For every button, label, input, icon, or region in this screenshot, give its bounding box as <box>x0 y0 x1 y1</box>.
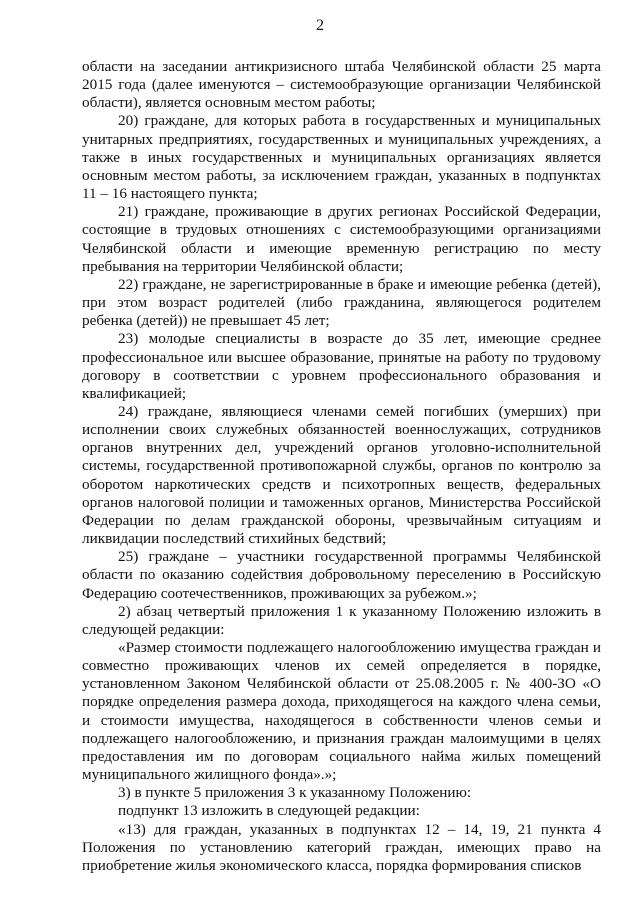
paragraph: «Размер стоимости подлежащего налогообложению имущества граждан и совместно проживающих членов их семей определяется в порядке, установленном Законом Челябинской области от 25.08.2005 г. № 400-ЗО «О порядке определения размера дохода, приходящегося на каждого члена семьи, и стоимости имущества, находящегося в собственности членов семьи и подлежащего налогообложению, и признания граждан малоимущими в целях предоставления им по договорам социального найма жилых помещений муниципального жилищного фонда».»; <box>82 639 601 784</box>
paragraph: подпункт 13 изложить в следующей редакции: <box>118 802 420 820</box>
paragraph: 2) абзац четвертый приложения 1 к указанному Положению изложить в следующей редакции: <box>82 602 601 638</box>
paragraph: 24) граждане, являющиеся членами семей погибших (умерших) при исполнении своих служебных обязанностей военнослужащих, сотрудников органов внутренних дел, учреждений органов уголовно-исполнительной системы, государственной противопожарной службы, органов по контролю за оборотом наркотических средств и психотропных веществ, федеральных органов налоговой полиции и таможенных органов, Министерства Российской Федерации по делам гражданской обороны, чрезвычайным ситуациям и ликвидации последствий стихийных бедствий; <box>82 402 601 548</box>
paragraph: 22) граждане, не зарегистрированные в браке и имеющие ребенка (детей), при этом возраст родителей (либо гражданина, являющегося родителем ребенка (детей)) не превышает 45 лет; <box>82 275 601 330</box>
paragraph: 3) в пункте 5 приложения 3 к указанному Положению: <box>118 784 472 802</box>
page-number: 2 <box>316 17 324 34</box>
paragraph: 21) граждане, проживающие в других регионах Российской Федерации, состоящие в трудовых отношениях с системообразующими организациями Челябинской области и имеющие временную регистрацию по месту пребывания на территории Челябинской области; <box>82 203 601 275</box>
paragraph: «13) для граждан, указанных в подпунктах 12 – 14, 19, 21 пункта 4 Положения по установлению категорий граждан, имеющих право на приобретение жилья экономического класса, порядка формирования списков <box>82 820 601 874</box>
document-body <box>82 58 601 875</box>
paragraph: 20) граждане, для которых работа в государственных и муниципальных унитарных предприятиях, государственных и муниципальных учреждениях, а также в иных государственных и муниципальных организациях является основным местом работы, за исключением граждан, указанных в подпунктах 11 – 16 настоящего пункта; <box>82 112 601 203</box>
paragraph: области на заседании антикризисного штаба Челябинской области 25 марта 2015 года (далее именуются – системообразующие организации Челябинской области), является основным местом работы; <box>82 58 601 112</box>
paragraph: 23) молодые специалисты в возрасте до 35 лет, имеющие среднее профессиональное или высшее образование, принятые на работу по трудовому договору в соответствии с уровнем профессионального образования и квалификацией; <box>82 330 601 402</box>
paragraph: 25) граждане – участники государственной программы Челябинской области по оказанию содействия добровольному переселению в Российскую Федерацию соотечественников, проживающих за рубежом.»; <box>82 548 601 602</box>
